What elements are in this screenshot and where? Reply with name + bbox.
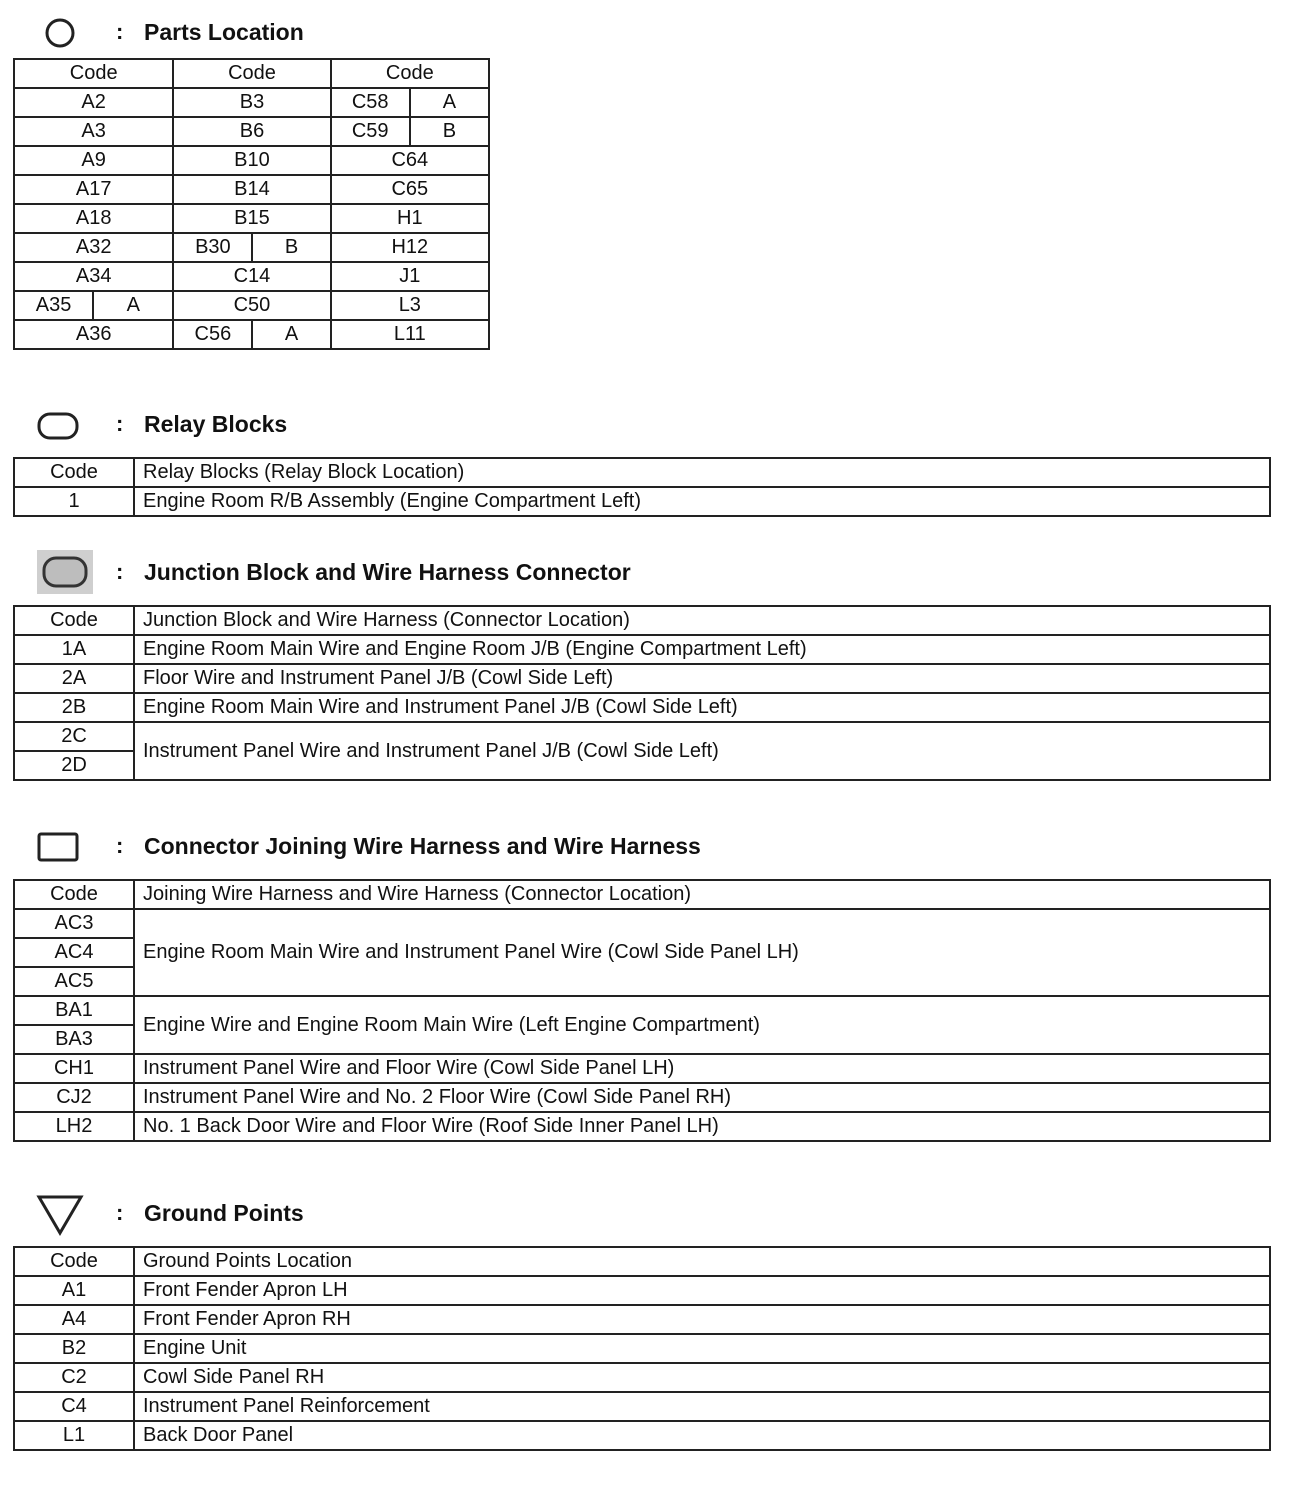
table-row bbox=[14, 487, 1270, 516]
location-cell: Floor Wire and Instrument Panel J/B (Cowl Side Left) bbox=[134, 664, 1270, 693]
table-header-row bbox=[14, 59, 489, 88]
part-code-cell: C65 bbox=[331, 175, 489, 204]
table-row bbox=[14, 664, 1270, 693]
part-code-cell: C58 bbox=[331, 88, 410, 117]
part-code-cell: B15 bbox=[173, 204, 330, 233]
code-cell: 1 bbox=[14, 487, 134, 516]
section-title: Ground Points bbox=[144, 1200, 304, 1226]
column-header: Code bbox=[331, 59, 489, 88]
code-cell: 2C bbox=[14, 722, 134, 751]
code-cell: L1 bbox=[14, 1421, 134, 1450]
part-code-cell: C59 bbox=[331, 117, 410, 146]
table-header-row bbox=[14, 606, 1270, 635]
column-header: Ground Points Location bbox=[134, 1247, 1270, 1276]
part-code-cell: C14 bbox=[173, 262, 330, 291]
table-row bbox=[14, 635, 1270, 664]
part-code-cell: A3 bbox=[14, 117, 173, 146]
column-header: Code bbox=[14, 606, 134, 635]
section-ground-points bbox=[0, 1194, 1312, 1234]
table-row bbox=[14, 175, 489, 204]
table-row bbox=[14, 1054, 1270, 1083]
location-cell: Back Door Panel bbox=[134, 1421, 1270, 1450]
location-cell: Engine Room Main Wire and Engine Room J/B (Engine Compartment Left) bbox=[134, 635, 1270, 664]
section-title: Junction Block and Wire Harness Connector bbox=[144, 559, 631, 585]
code-cell: BA3 bbox=[14, 1025, 134, 1054]
rectangle-icon bbox=[36, 831, 80, 863]
location-cell: Instrument Panel Wire and Floor Wire (Cowl Side Panel LH) bbox=[134, 1054, 1270, 1083]
part-suffix-cell: A bbox=[93, 291, 173, 320]
part-code-cell: A36 bbox=[14, 320, 173, 349]
table-row bbox=[14, 1392, 1270, 1421]
part-code-cell: A34 bbox=[14, 262, 173, 291]
table-row bbox=[14, 1083, 1270, 1112]
table-row bbox=[14, 262, 489, 291]
circle-icon bbox=[44, 17, 76, 49]
table-row bbox=[14, 233, 489, 262]
part-code-cell: A32 bbox=[14, 233, 173, 262]
table-header-row bbox=[14, 458, 1270, 487]
code-cell: A1 bbox=[14, 1276, 134, 1305]
table-row bbox=[14, 320, 489, 349]
column-header: Junction Block and Wire Harness (Connector Location) bbox=[134, 606, 1270, 635]
part-code-cell: A9 bbox=[14, 146, 173, 175]
code-cell: AC3 bbox=[14, 909, 134, 938]
triangle-down-icon bbox=[36, 1194, 84, 1236]
code-cell: LH2 bbox=[14, 1112, 134, 1141]
part-suffix-cell: B bbox=[410, 117, 489, 146]
location-cell: Front Fender Apron RH bbox=[134, 1305, 1270, 1334]
table-row bbox=[14, 1363, 1270, 1392]
part-code-cell: C56 bbox=[173, 320, 252, 349]
table-row bbox=[14, 1421, 1270, 1450]
code-cell: BA1 bbox=[14, 996, 134, 1025]
column-header: Code bbox=[14, 880, 134, 909]
colon: : bbox=[116, 411, 124, 436]
part-code-cell: C64 bbox=[331, 146, 489, 175]
section-connector-joining bbox=[0, 827, 1312, 867]
column-header: Relay Blocks (Relay Block Location) bbox=[134, 458, 1270, 487]
code-cell: B2 bbox=[14, 1334, 134, 1363]
colon: : bbox=[116, 833, 124, 858]
code-cell: 2A bbox=[14, 664, 134, 693]
location-cell: Engine Wire and Engine Room Main Wire (Left Engine Compartment) bbox=[134, 996, 1270, 1054]
colon: : bbox=[116, 559, 124, 584]
column-header: Code bbox=[14, 59, 173, 88]
part-suffix-cell: A bbox=[252, 320, 330, 349]
table-row bbox=[14, 117, 489, 146]
part-code-cell: J1 bbox=[331, 262, 489, 291]
table-row bbox=[14, 291, 489, 320]
code-cell: 2B bbox=[14, 693, 134, 722]
relay-blocks-table bbox=[13, 457, 1271, 517]
code-cell: C4 bbox=[14, 1392, 134, 1421]
table-header-row bbox=[14, 1247, 1270, 1276]
part-code-cell: A35 bbox=[14, 291, 93, 320]
column-header: Code bbox=[173, 59, 330, 88]
part-code-cell: B14 bbox=[173, 175, 330, 204]
table-row bbox=[14, 1112, 1270, 1141]
code-cell: CH1 bbox=[14, 1054, 134, 1083]
part-code-cell: H12 bbox=[331, 233, 489, 262]
location-cell: Front Fender Apron LH bbox=[134, 1276, 1270, 1305]
location-cell: No. 1 Back Door Wire and Floor Wire (Roof Side Inner Panel LH) bbox=[134, 1112, 1270, 1141]
table-row bbox=[14, 204, 489, 233]
part-code-cell: A18 bbox=[14, 204, 173, 233]
location-cell: Cowl Side Panel RH bbox=[134, 1363, 1270, 1392]
connector-joining-table bbox=[13, 879, 1271, 1142]
table-row bbox=[14, 996, 1270, 1025]
table-row bbox=[14, 88, 489, 117]
section-junction-block bbox=[0, 553, 1312, 593]
ground-points-table bbox=[13, 1246, 1271, 1451]
column-header: Code bbox=[14, 458, 134, 487]
location-cell: Engine Room Main Wire and Instrument Panel J/B (Cowl Side Left) bbox=[134, 693, 1270, 722]
location-cell: Instrument Panel Reinforcement bbox=[134, 1392, 1270, 1421]
part-code-cell: L11 bbox=[331, 320, 489, 349]
code-cell: AC4 bbox=[14, 938, 134, 967]
location-cell: Instrument Panel Wire and No. 2 Floor Wire (Cowl Side Panel RH) bbox=[134, 1083, 1270, 1112]
part-code-cell: B10 bbox=[173, 146, 330, 175]
section-title: Connector Joining Wire Harness and Wire Harness bbox=[144, 833, 701, 859]
section-relay-blocks bbox=[0, 405, 1312, 445]
table-row bbox=[14, 1305, 1270, 1334]
part-suffix-cell: B bbox=[252, 233, 330, 262]
code-cell: C2 bbox=[14, 1363, 134, 1392]
code-cell: AC5 bbox=[14, 967, 134, 996]
part-suffix-cell: A bbox=[410, 88, 489, 117]
part-code-cell: B30 bbox=[173, 233, 252, 262]
colon: : bbox=[116, 1200, 124, 1225]
part-code-cell: L3 bbox=[331, 291, 489, 320]
colon: : bbox=[116, 19, 124, 44]
section-parts-location bbox=[0, 13, 1312, 53]
location-cell: Engine Unit bbox=[134, 1334, 1270, 1363]
code-cell: A4 bbox=[14, 1305, 134, 1334]
column-header: Joining Wire Harness and Wire Harness (Connector Location) bbox=[134, 880, 1270, 909]
section-title: Relay Blocks bbox=[144, 411, 288, 437]
part-code-cell: C50 bbox=[173, 291, 330, 320]
location-cell: Instrument Panel Wire and Instrument Panel J/B (Cowl Side Left) bbox=[134, 722, 1270, 780]
shaded-rounded-rect-icon bbox=[36, 549, 94, 595]
rounded-rect-icon bbox=[36, 411, 80, 441]
section-title: Parts Location bbox=[144, 19, 304, 45]
code-cell: 1A bbox=[14, 635, 134, 664]
code-cell: CJ2 bbox=[14, 1083, 134, 1112]
part-code-cell: B3 bbox=[173, 88, 330, 117]
table-row bbox=[14, 722, 1270, 751]
part-code-cell: A17 bbox=[14, 175, 173, 204]
table-row bbox=[14, 1276, 1270, 1305]
location-cell: Engine Room Main Wire and Instrument Panel Wire (Cowl Side Panel LH) bbox=[134, 909, 1270, 996]
location-cell: Engine Room R/B Assembly (Engine Compartment Left) bbox=[134, 487, 1270, 516]
part-code-cell: H1 bbox=[331, 204, 489, 233]
table-row bbox=[14, 146, 489, 175]
table-row bbox=[14, 693, 1270, 722]
junction-block-table bbox=[13, 605, 1271, 781]
parts-location-table bbox=[13, 58, 490, 350]
part-code-cell: A2 bbox=[14, 88, 173, 117]
table-row bbox=[14, 909, 1270, 938]
code-cell: 2D bbox=[14, 751, 134, 780]
table-row bbox=[14, 1334, 1270, 1363]
column-header: Code bbox=[14, 1247, 134, 1276]
part-code-cell: B6 bbox=[173, 117, 330, 146]
table-header-row bbox=[14, 880, 1270, 909]
